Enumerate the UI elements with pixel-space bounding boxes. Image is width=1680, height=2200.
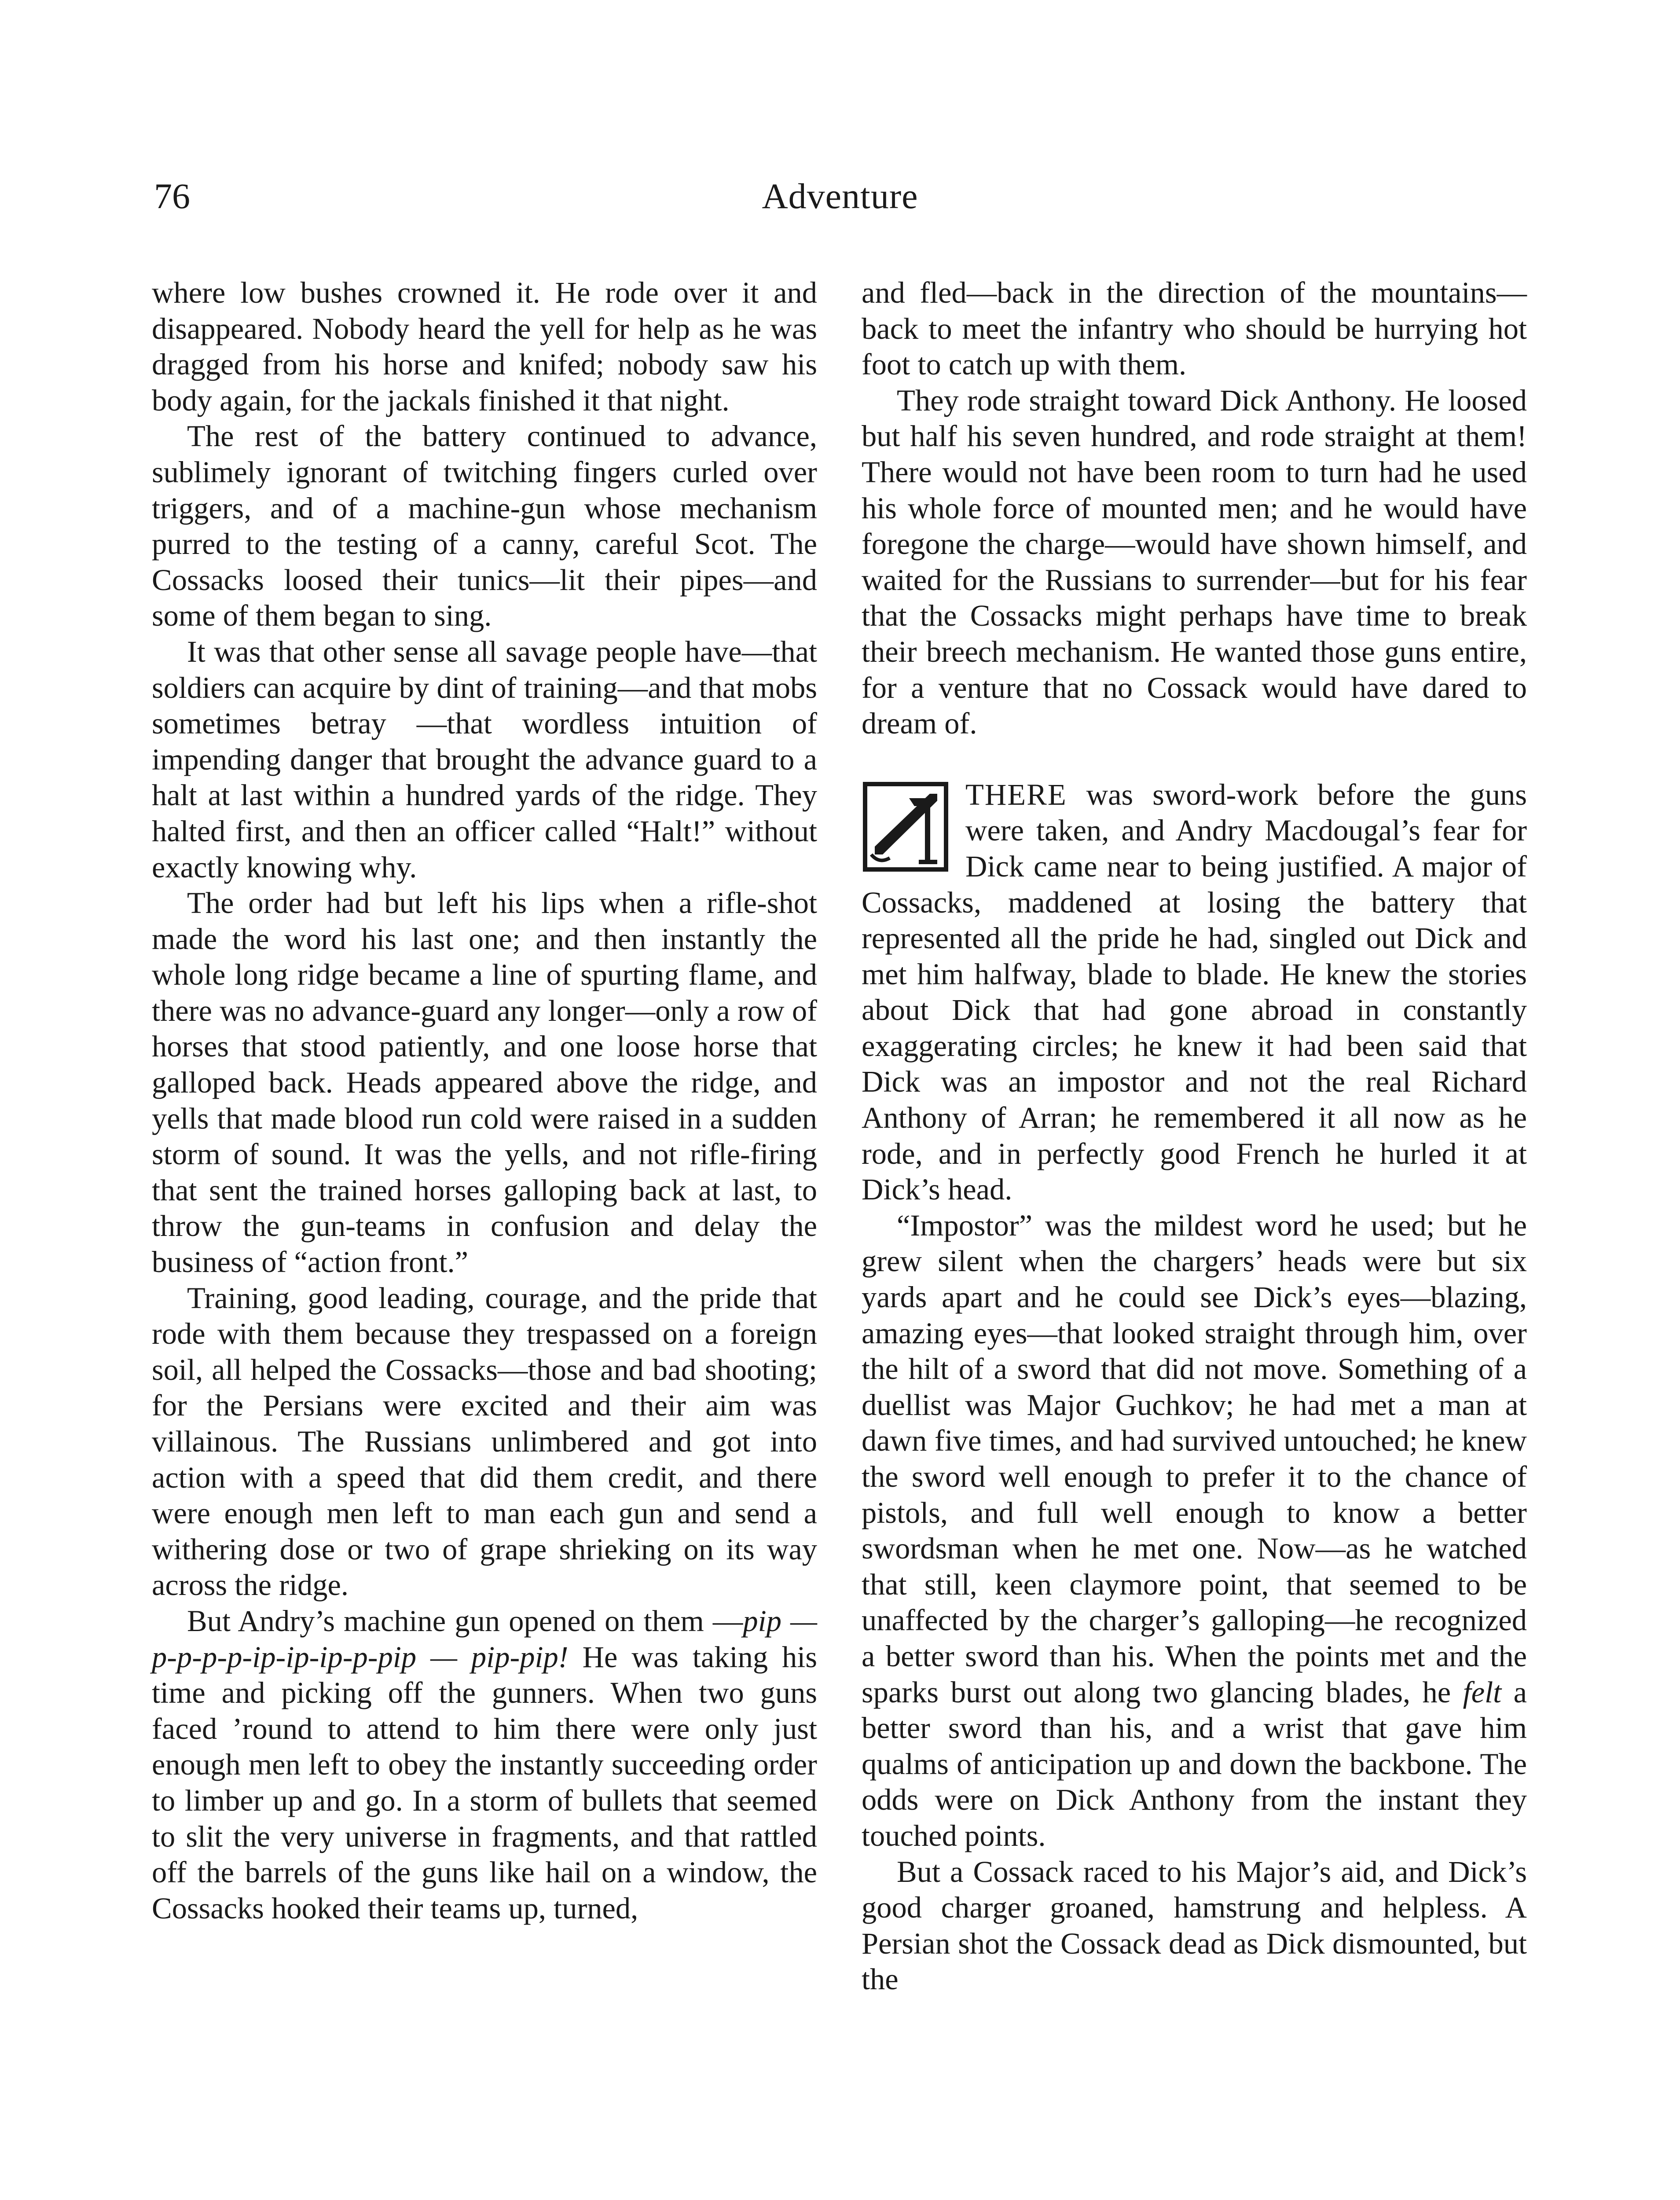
- paragraph: They rode straight toward Dick Anthony. He loosed but half his seven hundred, and rode straight at them! There would not have been room to turn had he used his whole force of mounted men; and he would have foregone the charge—would have shown himself, and waited for the Russians to surrender—but for his fear that the Cossacks might perhaps have time to break their breech mechanism. He wanted those guns entire, for a venture that no Cossack would have dared to dream of.: [862, 383, 1527, 741]
- paragraph: But a Cossack raced to his Major’s aid, and Dick’s good charger groaned, hamstrung and helpless. A Persian shot the Cossack dead as Dick dismounted, but the: [862, 1855, 1527, 1996]
- section-lead-caps: THERE: [965, 777, 1067, 811]
- paragraph: where low bushes crowned it. He rode over it and disappeared. Nobody heard the yell for help as he was dragged from his horse and knifed; nobody saw his body again, for the jackals finished it that night.: [152, 276, 817, 417]
- running-title: Adventure: [762, 176, 918, 216]
- paragraph: and fled—back in the direction of the mountains—back to meet the infantry who should be hurrying hot foot to catch up with them.: [862, 276, 1527, 381]
- right-column: [862, 275, 1527, 1998]
- paragraph: The rest of the battery continued to advance, sublimely ignorant of twitching fingers curled over triggers, and of a machine-gun whose mechanism purred to the testing of a canny, careful Scot. The Cossacks loosed their tunics—lit their pipes—and some of them began to sing.: [152, 419, 817, 633]
- section-opening-paragraph: [862, 777, 1527, 1208]
- paragraph-text: was sword-work before the guns were taken, and Andry Macdougal’s fear for Dick came near to being justified. A major of Cossacks, maddened at losing the battery that represented all the pride he had, singled out Dick and met him halfway, blade to blade. He knew the stories about Dick that had gone abroad in constantly exaggerating circles; he knew it had been said that Dick was an impostor and not the real Richard Anthony of Arran; he remembered it all now as he rode, and in perfectly good French he hurled it at Dick’s head.: [862, 777, 1527, 1206]
- paragraph: Training, good leading, courage, and the pride that rode with them because they trespassed on a foreign soil, all helped the Cossacks—those and bad shooting; for the Persians were excited and their aim was villainous. The Russians unlimbered and got into action with a speed that did them credit, and there were enough men left to man each gun and send a withering dose or two of grape shrieking on its way across the ridge.: [152, 1281, 817, 1602]
- decorative-initial-icon: [862, 781, 950, 873]
- paragraph-text: “Impostor” was the mildest word he used; but he grew silent when the chargers’ heads were but six yards apart and he could see Dick’s eyes—blazing, amazing eyes—that looked straight through him, over the hilt of a sword that did not move. Something of a duellist was Major Guchkov; he had met a man at dawn five times, and had survived untouched; he knew the sword well enough to prefer it to the chance of pistols, and full well enough to know a better swordsman when he met one. Now—as he watched that still, keen claymore point, that seemed to be unaffected by the charger’s galloping—he recognized a better sword than his. When the points met and the sparks burst out along two glancing blades, he: [862, 1208, 1527, 1709]
- paragraph: The order had but left his lips when a rifle-shot made the word his last one; and then instantly the whole long ridge became a line of spurting flame, and there was no advance-guard any longer—only a row of horses that stood patiently, and one loose horse that galloped back. Heads appeared above the ridge, and yells that made blood run cold were raised in a sudden storm of sound. It was the yells, and not rifle-firing that sent the trained horses galloping back at last, to throw the gun-teams in confusion and delay the business of “action front.”: [152, 886, 817, 1279]
- page-number: 76: [154, 176, 190, 216]
- gun-sound-italic: pip — p-p-p-p-ip-ip-ip-p-pip — pip-pip!: [152, 1604, 817, 1674]
- paragraph-text: But Andry’s machine gun opened on them —: [187, 1604, 743, 1638]
- paragraph: [152, 1603, 817, 1926]
- paragraph: [862, 1208, 1527, 1854]
- paragraph-text: a better sword than his, and a wrist that gave him qualms of anticipation up and down the backbone. The odds were on Dick Anthony from the instant they touched points.: [862, 1675, 1527, 1852]
- emphasis-italic: felt: [1463, 1675, 1502, 1709]
- left-column: [152, 275, 817, 1926]
- paragraph-text: He was taking his time and picking off the gunners. When two guns faced ’round to attend to him there were only just enough men left to obey the instantly succeeding order to limber up and go. In a storm of bullets that seemed to slit the very universe in fragments, and that rattled off the barrels of the guns like hail on a window, the Cossacks hooked their teams up, turned,: [152, 1640, 817, 1925]
- paragraph: It was that other sense all savage people have—that soldiers can acquire by dint of training—and that mobs sometimes betray —that wordless intuition of impending danger that brought the advance guard to a halt at last within a hundred yards of the ridge. They halted first, and then an officer called “Halt!” without exactly knowing why.: [152, 634, 817, 884]
